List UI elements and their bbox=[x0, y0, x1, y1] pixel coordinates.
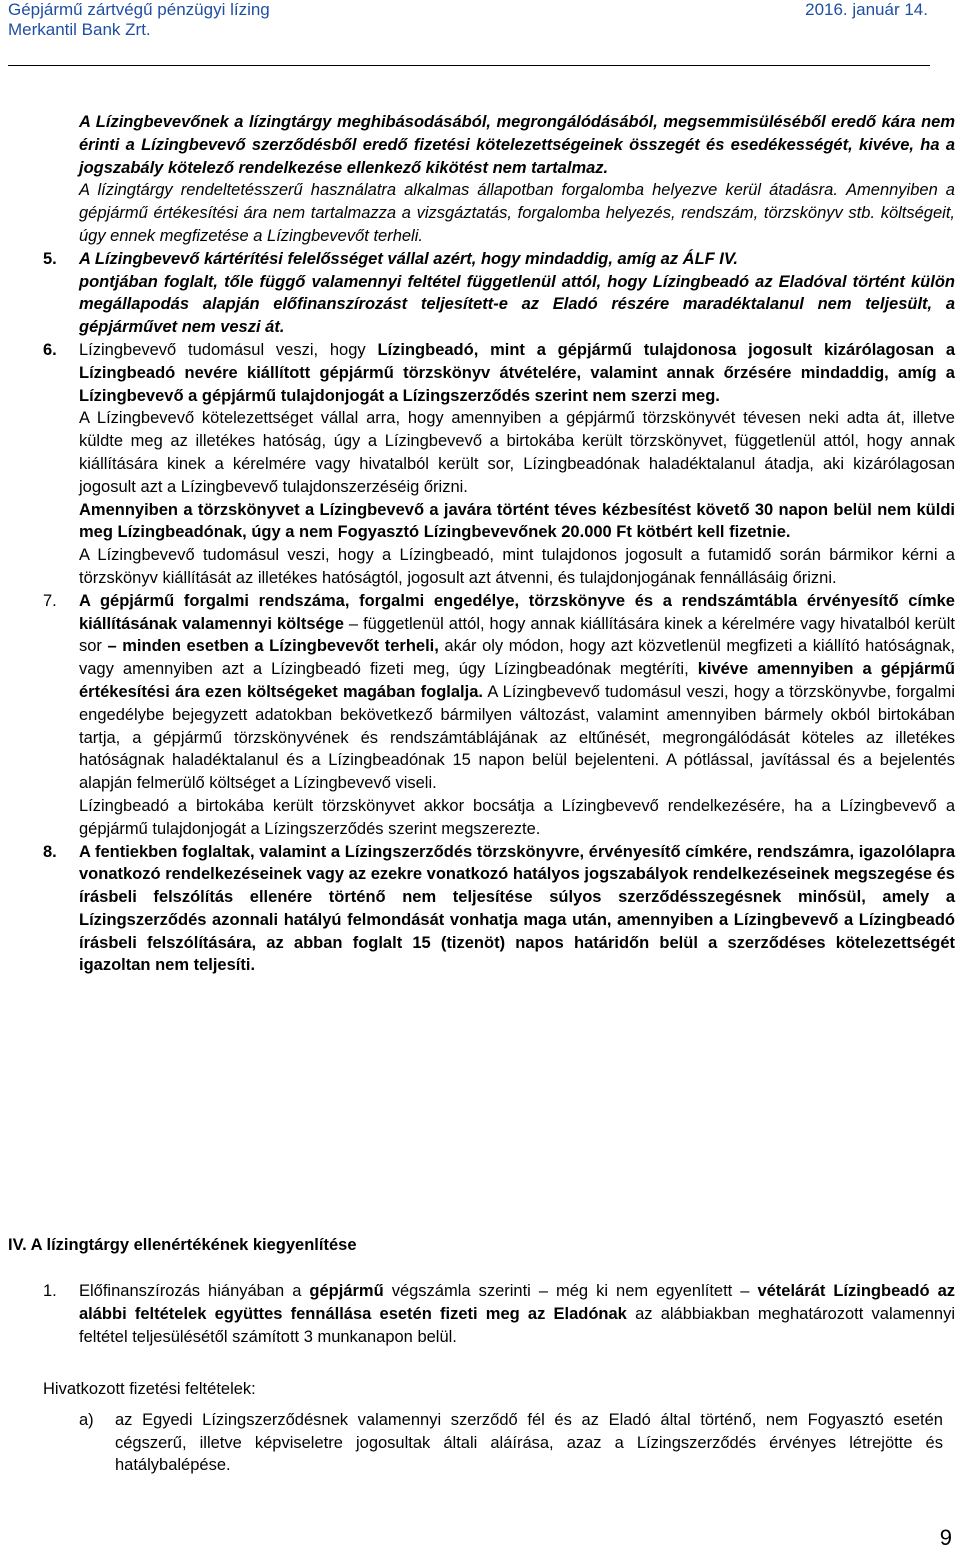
paragraph: A fentiekben foglaltak, valamint a Lízingszerződés törzskönyvre, érvényesítő címkére, rendszámra, igazolólapra vonatkozó rendelkezéseinek vagy az ezekre vonatkozó hatályos jogszabályok rendelkezéseinek megszegése és írásbeli felszólítás ellenére történő nem teljesítése súlyos szerződésszegésnek minősül, amely a Lízingszerződés azonnali hatályú felmondását vonhatja maga után, amennyiben a Lízingbevevő a Lízingbeadó írásbeli felszólítására, az abban foglalt 15 (tizenöt) napos határidőn belül a szerződéses kötelezettségét igazoltan nem teljesíti. bbox=[79, 842, 955, 975]
header-title: Gépjármű zártvégű pénzügyi lízing bbox=[8, 0, 270, 19]
header-divider bbox=[8, 65, 930, 66]
paragraph: A lízingtárgy rendeltetésszerű használatra alkalmas állapotban forgalomba helyezve kerül átadásra. Amennyiben a gépjármű értékesítési ára nem tartalmazza a vizsgáztatás, forgalomba helyezés, rendszám, törzskönyv stb. költségeit, úgy ennek megfizetése a Lízingbevevőt terheli. bbox=[79, 181, 955, 245]
page-number: 9 bbox=[939, 1525, 952, 1550]
list-item-8 bbox=[43, 841, 955, 978]
list-item-6 bbox=[43, 339, 955, 590]
section-title: IV. A lízingtárgy ellenértékének kiegyenlítése bbox=[8, 1236, 357, 1254]
list-item-5 bbox=[43, 248, 955, 339]
paragraph: A Lízingbevevőnek a lízingtárgy meghibásodásából, megrongálódásából, megsemmisüléséből eredő kára nem érinti a Lízingbevevő szerződésből eredő fizetési kötelezettségeinek összegét és esedékességét, kivéve, ha a jogszabály kötelező rendelkezése ellenkező kikötést nem tartalmaz. bbox=[79, 113, 955, 177]
condition-label: a) bbox=[79, 1410, 94, 1429]
paragraph: Lízingbeadó a birtokába került törzskönyvet akkor bocsátja a Lízingbevevő rendelkezésére, ha a Lízingbevevő a gépjármű tulajdonjogát a Lízingszerződés szerint megszerezte. bbox=[79, 796, 955, 838]
item-number: 1. bbox=[43, 1282, 57, 1300]
header-date: 2016. január 14. bbox=[805, 0, 928, 19]
item-number: 6. bbox=[43, 340, 57, 359]
page-header bbox=[8, 0, 952, 40]
paragraph: A Lízingbevevő kártérítési felelősséget vállal azért, hogy mindaddig, amíg az ÁLF IV. bbox=[79, 249, 738, 268]
paragraph: A Lízingbevevő kötelezettséget vállal arra, hogy amennyiben a gépjármű törzskönyvét tévesen neki adta át, illetve küldte meg az illetékes hatóság, úgy a Lízingbevevő a birtokába került törzskönyvet, függetlenül attól, hogy annak kiállítására kinek a kérelmére vagy hivatalból került sor, Lízingbeadónak haladéktalanul átadja, aki kizárólagosan jogosult azt a Lízingbevevő tulajdonszerzéséig őrizni. bbox=[79, 409, 955, 496]
section-item-1 bbox=[43, 1280, 956, 1348]
item-number: 8. bbox=[43, 842, 57, 861]
paragraph: A gépjármű forgalmi rendszáma, forgalmi engedélye, törzskönyve és a rendszámtábla érvényesítő címke kiállításának valamennyi költsége – függetlenül attól, hogy annak kiállítására kinek a kérelmére vagy hivatalból került sor – minden esetben a Lízingbevevőt terheli, akár oly módon, hogy azt közvetlenül megfizeti a kiállító hatóságnak, vagy amennyiben azt a Lízingbeadó fizeti meg, úgy Lízingbeadónak megtéríti, kivéve amennyiben a gépjármű értékesítési ára ezen költségeket magában foglalja. A Lízingbevevő tudomásul veszi, hogy a törzskönyvbe, forgalmi engedélybe bejegyzett adatokban bekövetkező bármilyen változást, valamint amennyiben bármely okból birtokában tartja, a gépjármű törzskönyvének és rendszámtáblájának az eltűnését, megrongálódását köteles az illetékes hatóságnak haladéktalanul és a Lízingbeadónak 15 napon belül bejelenteni. A pótlással, javítással és a bejelentés alapján felmerülő költséget a Lízingbevevő viseli. bbox=[79, 591, 955, 793]
list-item-7 bbox=[43, 590, 955, 841]
paragraph: Lízingbevevő tudomásul veszi, hogy Lízingbeadó, mint a gépjármű tulajdonosa jogosult kizárólagosan a Lízingbeadó nevére kiállított gépjármű törzskönyv átvételére, valamint annak őrzésére mindaddig, amíg a Lízingbevevő a gépjármű tulajdonjogát a Lízingszerződés szerint nem szerzi meg. bbox=[79, 340, 955, 405]
condition-a bbox=[43, 1409, 943, 1477]
payment-conditions bbox=[43, 1378, 943, 1477]
conditions-heading: Hivatkozott fizetési feltételek: bbox=[43, 1380, 256, 1398]
paragraph: Amennyiben a törzskönyvet a Lízingbevevő a javára történt téves kézbesítést követő 30 napon belül nem küldi meg Lízingbeadónak, úgy a nem Fogyasztó Lízingbevevőnek 20.000 Ft kötbért kell fizetnie. bbox=[79, 500, 955, 542]
document-body bbox=[43, 111, 955, 977]
paragraph: Előfinanszírozás hiányában a gépjármű végszámla szerinti – még ki nem egyenlített – vételárát Lízingbeadó az alábbi feltételek együttes fennállása esetén fizeti meg az Eladónak az alábbiakban meghatározott valamennyi feltétel teljesülésétől számított 3 munkanapon belül. bbox=[79, 1282, 956, 1346]
paragraph: az Egyedi Lízingszerződésnek valamennyi szerződő fél és az Eladó által történő, nem Fogyasztó esetén cégszerű, illetve képviseletre jogosultak általi aláírása, azaz a Lízingszerződés érvényes létrejötte és hatálybalépése. bbox=[115, 1410, 943, 1475]
item-number: 7. bbox=[43, 591, 57, 610]
paragraph: A Lízingbevevő tudomásul veszi, hogy a Lízingbeadó, mint tulajdonos jogosult a futamidő során bármikor kérni a törzskönyv kiállítását az illetékes hatóságtól, jogosult azt átvenni, és tulajdonjogának fennállásáig őrizni. bbox=[79, 546, 955, 587]
paragraph: pontjában foglalt, tőle függő valamennyi feltétel függetlenül attól, hogy Lízingbeadó az Eladóval történt külön megállapodás alapján előfinanszírozást teljesített-e az Eladó részére maradéktalanul nem teljesült, a gépjárművet nem veszi át. bbox=[79, 272, 955, 337]
header-company: Merkantil Bank Zrt. bbox=[8, 20, 151, 39]
item-number: 5. bbox=[43, 249, 57, 268]
